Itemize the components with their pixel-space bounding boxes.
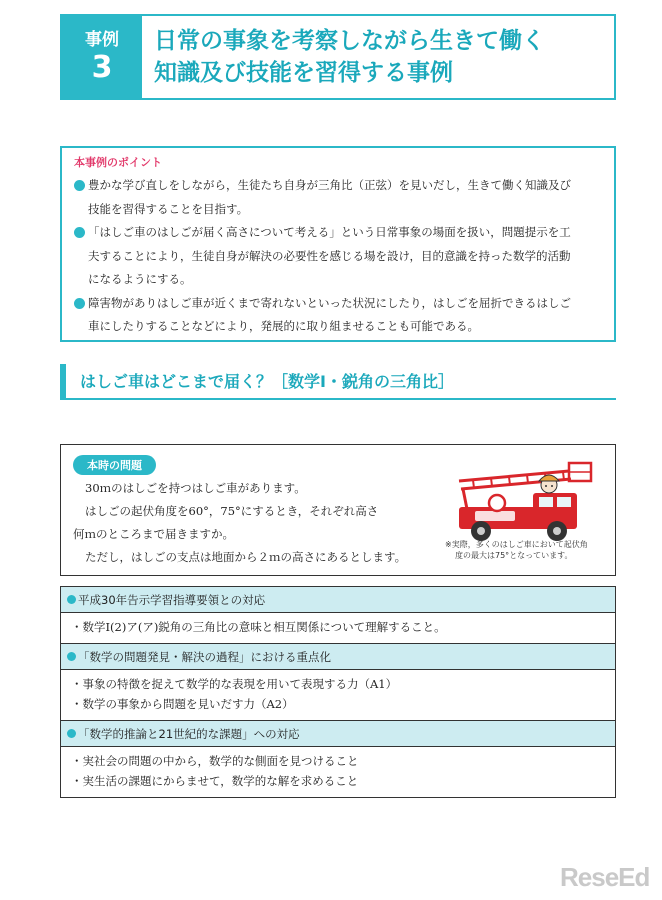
key-point-line: 夫することにより，生徒自身が解決の必要性を感じる場を設け，目的意識を持った数学的活動 [88,248,571,263]
case-number-box [62,16,142,98]
table-section-header [61,644,615,670]
problem-text [73,477,407,569]
key-point-line: 車にしたりすることなどにより，発展的に取り組ませることも可能である。 [88,319,479,333]
curriculum-table [60,586,616,798]
table-section-header [61,587,615,613]
table-row: ・事象の特徴を捉えて数学的な表現を用いて表現する力（A1） [71,677,398,691]
case-number: 3 [91,49,113,85]
footnote [445,539,615,561]
key-points-box [60,146,616,342]
problem-label: 本時の問題 [73,455,156,475]
problem-line: 30ｍのはしごを持つはしご車があります。 [85,481,306,495]
table-section-title: 平成30年告示学習指導要領との対応 [78,593,266,607]
watermark-text: ReseEd [560,862,650,892]
section-title: はしご車はどこまで届く？［数学Ⅰ・鋭角の三角比］ [60,364,616,400]
table-row: ・実社会の問題の中から，数学的な側面を見つけること [71,754,359,768]
table-row: ・数学の事象から問題を見いだす力（A2） [71,697,294,711]
table-section-header [61,721,615,747]
case-header [60,14,616,100]
key-point-item [74,174,602,221]
key-point-item [74,292,602,339]
key-point-line: になるようにする。 [88,272,192,286]
bullet-dot-icon [74,298,85,309]
bullet-dot-icon [67,729,76,738]
problem-line: はしごの起伏角度を60°，75°にするとき，それぞれ高さ [85,504,379,518]
table-section-title: 「数学的推論と21世紀的な課題」への対応 [78,727,300,741]
page-title-line1: 日常の事象を考察しながら生きて働く [154,28,545,54]
page-title-line2: 知識及び技能を習得する事例 [154,59,453,86]
key-point-line: 「はしご車のはしごが届く高さについて考える」という日常事象の場面を扱い，問題提示を工 [88,225,571,239]
table-section-body [61,747,615,797]
bullet-dot-icon [67,595,76,604]
problem-line: ただし，はしごの支点は地面から２ｍの高さにあるとします。 [85,550,407,564]
bullet-dot-icon [74,180,85,191]
table-row: ・数学Ⅰ(2)ア(ア)鋭角の三角比の意味と相互関係について理解すること。 [71,620,446,634]
key-point-line: 障害物がありはしご車が近くまで寄れないといった状況にしたり，はしごを屈折できるはしご [88,295,571,310]
page-title [142,16,614,98]
fire-truck-icon [453,459,603,549]
table-row: ・実生活の課題にからませて，数学的な解を求めること [71,774,359,788]
key-point-line: 技能を習得することを目指す。 [88,201,249,216]
table-section-body [61,670,615,721]
problem-box [60,444,616,576]
table-section-body [61,613,615,644]
key-point-line: 豊かな学び直しをしながら，生徒たち自身が三角比（正弦）を見いだし，生きて働く知識及び [88,178,571,192]
table-section-title: 「数学の問題発見・解決の過程」における重点化 [78,650,331,664]
watermark-logo [560,862,656,896]
case-label: 事例 [85,30,119,51]
bullet-dot-icon [74,227,85,238]
footnote-line: 度の最大は75°となっています。 [455,551,573,560]
problem-line: 何ｍのところまで届きますか。 [73,527,234,541]
footnote-line: ※実際，多くのはしご車において起伏角 [445,540,588,549]
key-points-heading: 本事例のポイント [74,156,162,169]
bullet-dot-icon [67,652,76,661]
key-point-item [74,221,602,292]
